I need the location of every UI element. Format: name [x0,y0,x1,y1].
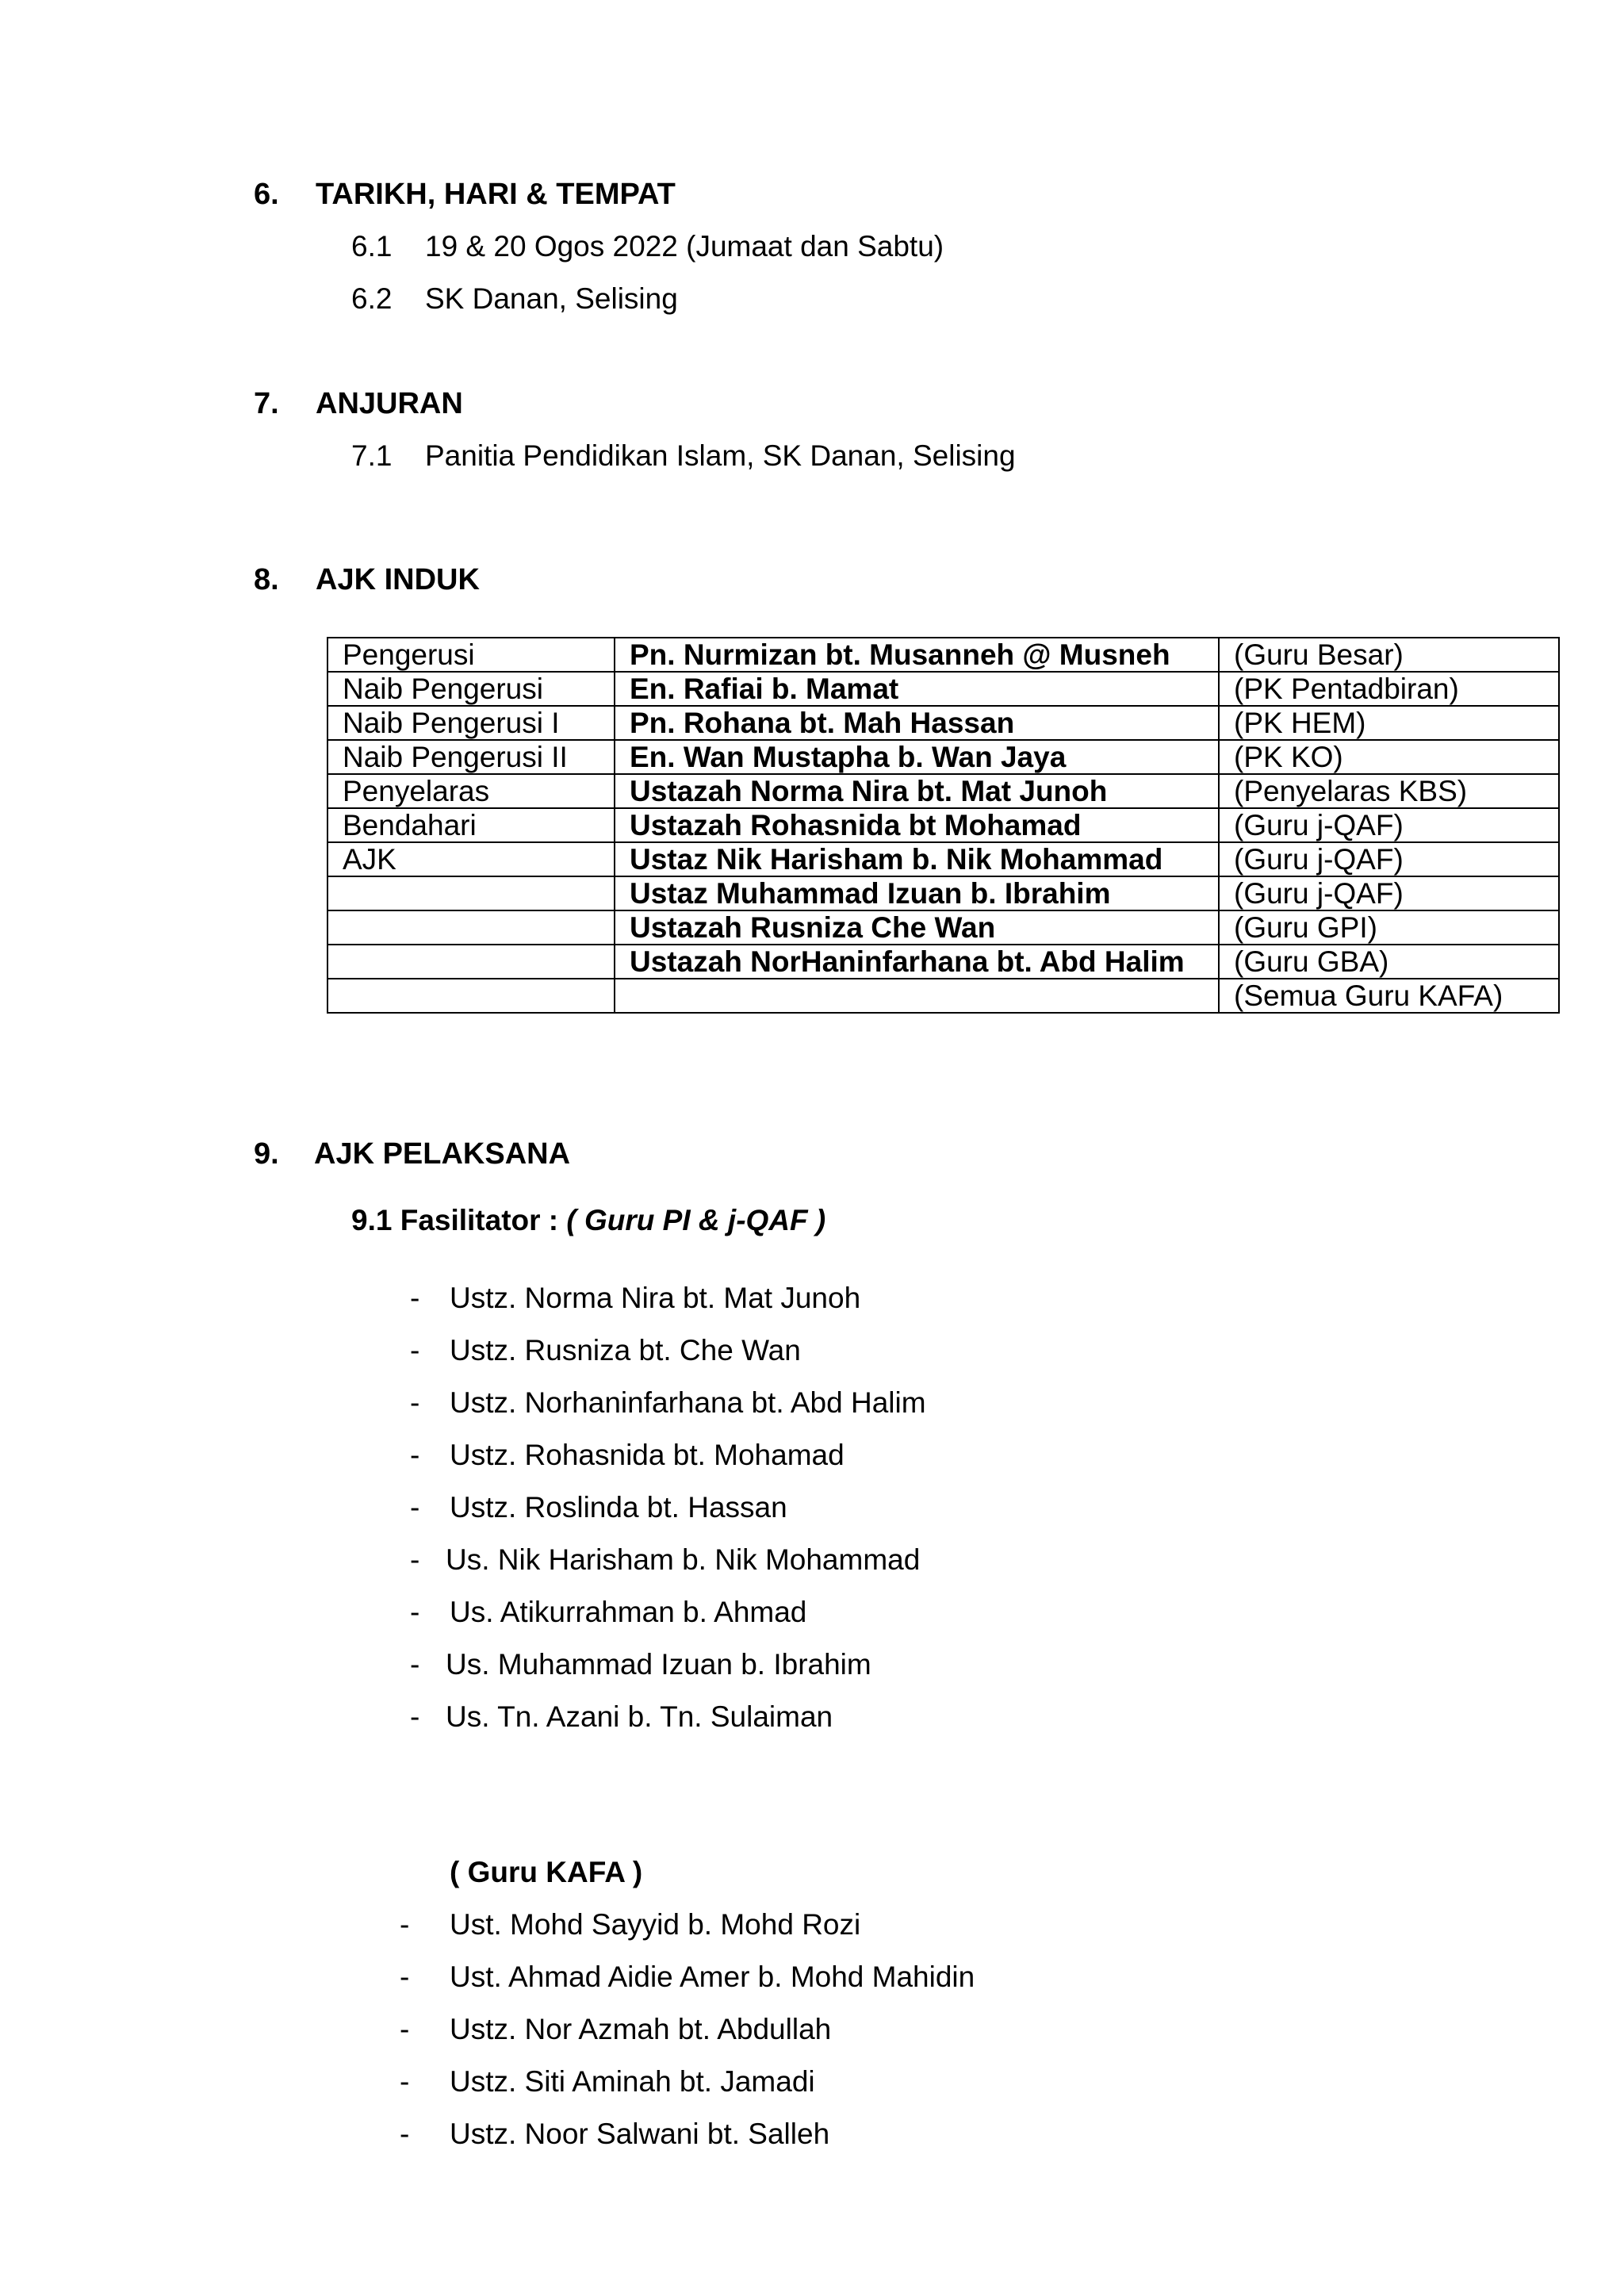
role-cell [327,945,615,979]
table-row [327,876,1559,910]
list-item-text: Ustz. Rusniza bt. Che Wan [450,1334,801,1366]
list-item-text: Ustz. Rohasnida bt. Mohamad [450,1439,845,1471]
item-number: 6.1 [351,230,393,263]
list-item [410,1491,787,1524]
section-6-heading [254,178,676,212]
table-row [327,638,1559,672]
name-cell: En. Wan Mustapha b. Wan Jaya [615,740,1219,774]
name-cell [615,979,1219,1013]
table-row [327,910,1559,945]
name-cell: Ustazah Norma Nira bt. Mat Junoh [615,774,1219,808]
section-8-heading [254,563,480,597]
dash-bullet: - [410,1596,420,1628]
name-cell: Ustaz Nik Harisham b. Nik Mohammad [615,842,1219,876]
post-cell: (PK KO) [1219,740,1559,774]
dash-bullet: - [410,1491,420,1524]
list-item [400,1908,860,1941]
role-cell: Bendahari [327,808,615,842]
facilitator-heading [351,1204,825,1237]
ajk-induk-table [327,637,1560,1014]
dash-bullet: - [410,1334,420,1366]
dash-bullet: - [400,2013,410,2045]
list-item-text: Ust. Mohd Sayyid b. Mohd Rozi [450,1908,861,1941]
section-title: TARIKH, HARI & TEMPAT [316,178,676,211]
item-text: SK Danan, Selising [425,282,678,315]
table-row [327,842,1559,876]
section-title: AJK PELAKSANA [314,1137,571,1171]
item-6-1 [351,230,944,263]
list-item [410,1596,806,1629]
list-item [410,1282,860,1315]
list-item [410,1700,833,1734]
section-number: 8. [254,563,279,596]
dash-bullet: - [400,1961,410,1993]
list-item-text: Us. Nik Harisham b. Nik Mohammad [446,1543,921,1576]
section-number: 7. [254,387,279,420]
list-item [410,1334,801,1367]
table-row [327,740,1559,774]
section-number: 9. [254,1137,279,1171]
item-number: 6.2 [351,282,393,315]
section-9-heading [254,1137,570,1171]
name-cell: En. Rafiai b. Mamat [615,672,1219,706]
list-item-text: Us. Atikurrahman b. Ahmad [450,1596,807,1628]
post-cell: (Guru j-QAF) [1219,876,1559,910]
list-item-text: Ust. Ahmad Aidie Amer b. Mohd Mahidin [450,1961,975,1993]
section-title: ANJURAN [316,387,463,420]
name-cell: Ustazah Rusniza Che Wan [615,910,1219,945]
dash-bullet: - [400,1908,410,1941]
role-cell: Naib Pengerusi II [327,740,615,774]
table-row [327,979,1559,1013]
section-title: AJK INDUK [316,563,480,596]
post-cell: (Guru GBA) [1219,945,1559,979]
list-item [410,1386,926,1420]
list-item [400,2013,831,2046]
dash-bullet: - [400,2065,410,2098]
table-row [327,774,1559,808]
dash-bullet: - [410,1648,420,1681]
post-cell: (Penyelaras KBS) [1219,774,1559,808]
list-item [410,1543,920,1577]
name-cell: Ustazah NorHaninfarhana bt. Abd Halim [615,945,1219,979]
role-cell: Pengerusi [327,638,615,672]
item-6-2 [351,282,678,316]
list-item [400,2065,815,2099]
post-cell: (Guru j-QAF) [1219,842,1559,876]
dash-bullet: - [410,1700,420,1733]
table-row [327,808,1559,842]
list-item-text: Us. Tn. Azani b. Tn. Sulaiman [446,1700,833,1733]
item-number: 7.1 [351,439,393,472]
post-cell: (Guru Besar) [1219,638,1559,672]
post-cell: (PK Pentadbiran) [1219,672,1559,706]
list-item [400,1961,975,1994]
list-item [400,2118,829,2151]
facilitator-label: 9.1 Fasilitator : [351,1204,567,1236]
list-item-text: Ustz. Nor Azmah bt. Abdullah [450,2013,832,2045]
role-cell [327,910,615,945]
name-cell: Pn. Rohana bt. Mah Hassan [615,706,1219,740]
name-cell: Ustazah Rohasnida bt Mohamad [615,808,1219,842]
item-text: Panitia Pendidikan Islam, SK Danan, Selising [425,439,1016,472]
table-row [327,672,1559,706]
list-item-text: Ustz. Noor Salwani bt. Salleh [450,2118,830,2150]
kafa-heading: ( Guru KAFA ) [450,1856,643,1888]
post-cell: (PK HEM) [1219,706,1559,740]
name-cell: Ustaz Muhammad Izuan b. Ibrahim [615,876,1219,910]
role-cell: Penyelaras [327,774,615,808]
item-7-1 [351,439,1016,473]
list-item-text: Ustz. Norhaninfarhana bt. Abd Halim [450,1386,926,1419]
facilitator-group: ( Guru PI & j-QAF ) [566,1204,826,1236]
list-item-text: Ustz. Siti Aminah bt. Jamadi [450,2065,815,2098]
post-cell: (Semua Guru KAFA) [1219,979,1559,1013]
table-row [327,706,1559,740]
dash-bullet: - [410,1282,420,1314]
dash-bullet: - [410,1439,420,1471]
dash-bullet: - [410,1386,420,1419]
dash-bullet: - [400,2118,410,2150]
dash-bullet: - [410,1543,420,1576]
section-7-heading [254,387,463,421]
list-item [410,1439,845,1472]
item-text: 19 & 20 Ogos 2022 (Jumaat dan Sabtu) [425,230,944,263]
table-row [327,945,1559,979]
name-cell: Pn. Nurmizan bt. Musanneh @ Musneh [615,638,1219,672]
post-cell: (Guru GPI) [1219,910,1559,945]
list-item [410,1648,871,1681]
role-cell: Naib Pengerusi [327,672,615,706]
post-cell: (Guru j-QAF) [1219,808,1559,842]
section-number: 6. [254,178,279,211]
list-item-text: Ustz. Norma Nira bt. Mat Junoh [450,1282,861,1314]
role-cell [327,979,615,1013]
list-item-text: Us. Muhammad Izuan b. Ibrahim [446,1648,871,1681]
role-cell: Naib Pengerusi I [327,706,615,740]
role-cell: AJK [327,842,615,876]
list-item-text: Ustz. Roslinda bt. Hassan [450,1491,787,1524]
role-cell [327,876,615,910]
